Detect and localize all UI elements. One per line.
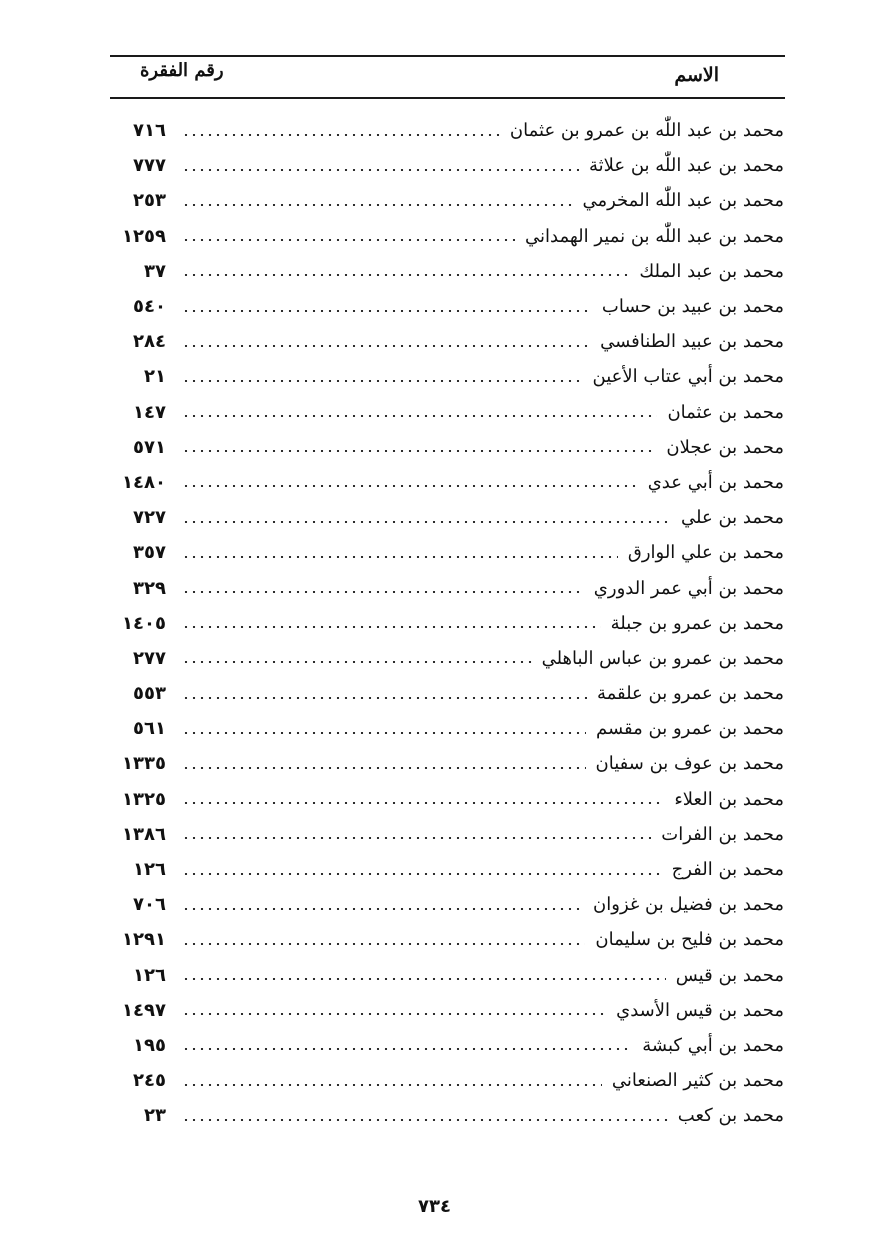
dot-leader [182,239,515,241]
paragraph-number: ١٢٦ [133,859,166,881]
paragraph-number: ١٤٨٠ [122,471,166,493]
dot-leader [182,204,572,206]
paragraph-number: ٣٧ [144,260,166,282]
column-header-paragraph-number: رقم الفقرة [140,60,224,81]
paragraph-number: ٥٥٣ [133,683,166,705]
dot-leader [182,450,656,452]
paragraph-number: ٥٧١ [133,436,166,458]
narrator-name: محمد بن عبيد بن حساب [601,296,784,318]
narrator-name: محمد بن العلاء [674,788,784,810]
dot-leader [182,908,583,910]
narrator-name: محمد بن عمرو بن جبلة [610,612,784,634]
narrator-name: محمد بن عمرو بن مقسم [596,718,784,740]
dot-leader [182,661,532,663]
paragraph-number: ٣٢٩ [133,577,166,599]
narrator-name: محمد بن أبي كبشة [642,1034,784,1056]
dot-leader [182,837,651,839]
index-entry [108,113,784,148]
dot-leader [182,134,500,136]
index-entry [108,465,784,500]
paragraph-number: ١٤٧ [133,401,166,423]
narrator-name: محمد بن أبي عتاب الأعين [592,366,784,388]
index-entry [108,711,784,746]
dot-leader [182,767,586,769]
dot-leader [182,873,662,875]
narrator-name: محمد بن الفرات [661,823,784,845]
header-bottom-rule [110,97,785,99]
paragraph-number: ١٢٥٩ [122,225,166,247]
narrator-name: محمد بن قيس [675,964,784,986]
index-entry [108,676,784,711]
column-header-name: الاسم [674,64,719,86]
dot-leader [182,732,586,734]
narrator-name: محمد بن عجلان [666,436,784,458]
dot-leader [182,485,638,487]
index-entry [108,782,784,817]
dot-leader [182,1013,606,1015]
narrator-name: محمد بن كعب [677,1105,784,1127]
paragraph-number: ١٤٩٧ [122,999,166,1021]
paragraph-number: ١٢٩١ [122,929,166,951]
paragraph-number: ٥٦١ [133,718,166,740]
narrator-name: محمد بن علي [681,507,784,529]
paragraph-number: ٧١٦ [133,120,166,142]
index-entry [108,254,784,289]
index-entry [108,500,784,535]
narrator-name: محمد بن أبي عمر الدوري [593,577,784,599]
narrator-name: محمد بن فليح بن سليمان [595,929,784,951]
index-entry [108,183,784,218]
index-entry [108,1063,784,1098]
narrator-name: محمد بن عوف بن سفيان [595,753,784,775]
dot-leader [182,169,579,171]
paragraph-number: ٥٤٠ [133,296,166,318]
narrator-name: محمد بن أبي عدي [647,471,784,493]
dot-leader [182,380,583,382]
index-entry [108,289,784,324]
index-entry [108,535,784,570]
index-entry [108,1028,784,1063]
index-entry [108,148,784,183]
narrator-name: محمد بن كثير الصنعاني [611,1070,784,1092]
paragraph-number: ١٤٠٥ [122,612,166,634]
narrator-name: محمد بن عمرو بن علقمة [596,683,784,705]
paragraph-number: ٢٨٤ [133,331,166,353]
index-entry [108,359,784,394]
narrator-name: محمد بن عثمان [667,401,784,423]
dot-leader [182,556,618,558]
paragraph-number: ١٣٨٦ [122,823,166,845]
dot-leader [182,802,664,804]
dot-leader [182,1084,602,1086]
dot-leader [182,591,584,593]
paragraph-number: ١٣٣٥ [122,753,166,775]
paragraph-number: ٧٧٧ [133,155,166,177]
paragraph-number: ٣٥٧ [133,542,166,564]
paragraph-number: ٢٧٧ [133,647,166,669]
dot-leader [182,697,587,699]
index-entry [108,922,784,957]
narrator-name: محمد بن عبد اللّٰه بن علاثة [588,155,784,177]
index-entry [108,993,784,1028]
index-entry [108,395,784,430]
dot-leader [182,274,629,276]
narrator-name: محمد بن قيس الأسدي [616,999,784,1021]
dot-leader [182,626,601,628]
dot-leader [182,310,592,312]
index-entry [108,958,784,993]
narrator-name: محمد بن عبيد الطنافسي [600,331,784,353]
page-number: ٧٣٤ [418,1196,451,1217]
paragraph-number: ٧٠٦ [133,894,166,916]
paragraph-number: ١٣٢٥ [122,788,166,810]
paragraph-number: ١٩٥ [133,1034,166,1056]
narrator-name: محمد بن عبد اللّٰه بن عمرو بن عثمان [509,120,784,142]
index-entry [108,570,784,605]
paragraph-number: ٢١ [144,366,166,388]
index-entry [108,324,784,359]
index-entries [108,113,784,1133]
header-top-rule [110,55,785,57]
dot-leader [182,943,585,945]
index-entry [108,852,784,887]
narrator-name: محمد بن الفرج [671,859,784,881]
index-entry [108,1098,784,1133]
dot-leader [182,978,666,980]
narrator-name: محمد بن عبد اللّٰه المخرمي [582,190,784,212]
narrator-name: محمد بن عبد اللّٰه بن نمير الهمداني [524,225,784,247]
index-entry [108,219,784,254]
narrator-name: محمد بن عمرو بن عباس الباهلي [541,647,784,669]
index-entry [108,817,784,852]
paragraph-number: ٢٤٥ [133,1070,166,1092]
dot-leader [182,1048,632,1050]
dot-leader [182,1119,668,1121]
paragraph-number: ٢٣ [144,1105,166,1127]
index-entry [108,430,784,465]
paragraph-number: ٢٥٣ [133,190,166,212]
index-entry [108,641,784,676]
index-entry [108,746,784,781]
paragraph-number: ١٢٦ [133,964,166,986]
dot-leader [182,415,657,417]
paragraph-number: ٧٢٧ [133,507,166,529]
narrator-name: محمد بن فضيل بن غزوان [593,894,784,916]
index-entry [108,606,784,641]
dot-leader [182,521,671,523]
narrator-name: محمد بن عبد الملك [639,260,784,282]
dot-leader [182,345,590,347]
narrator-name: محمد بن علي الوارق [627,542,784,564]
index-entry [108,887,784,922]
